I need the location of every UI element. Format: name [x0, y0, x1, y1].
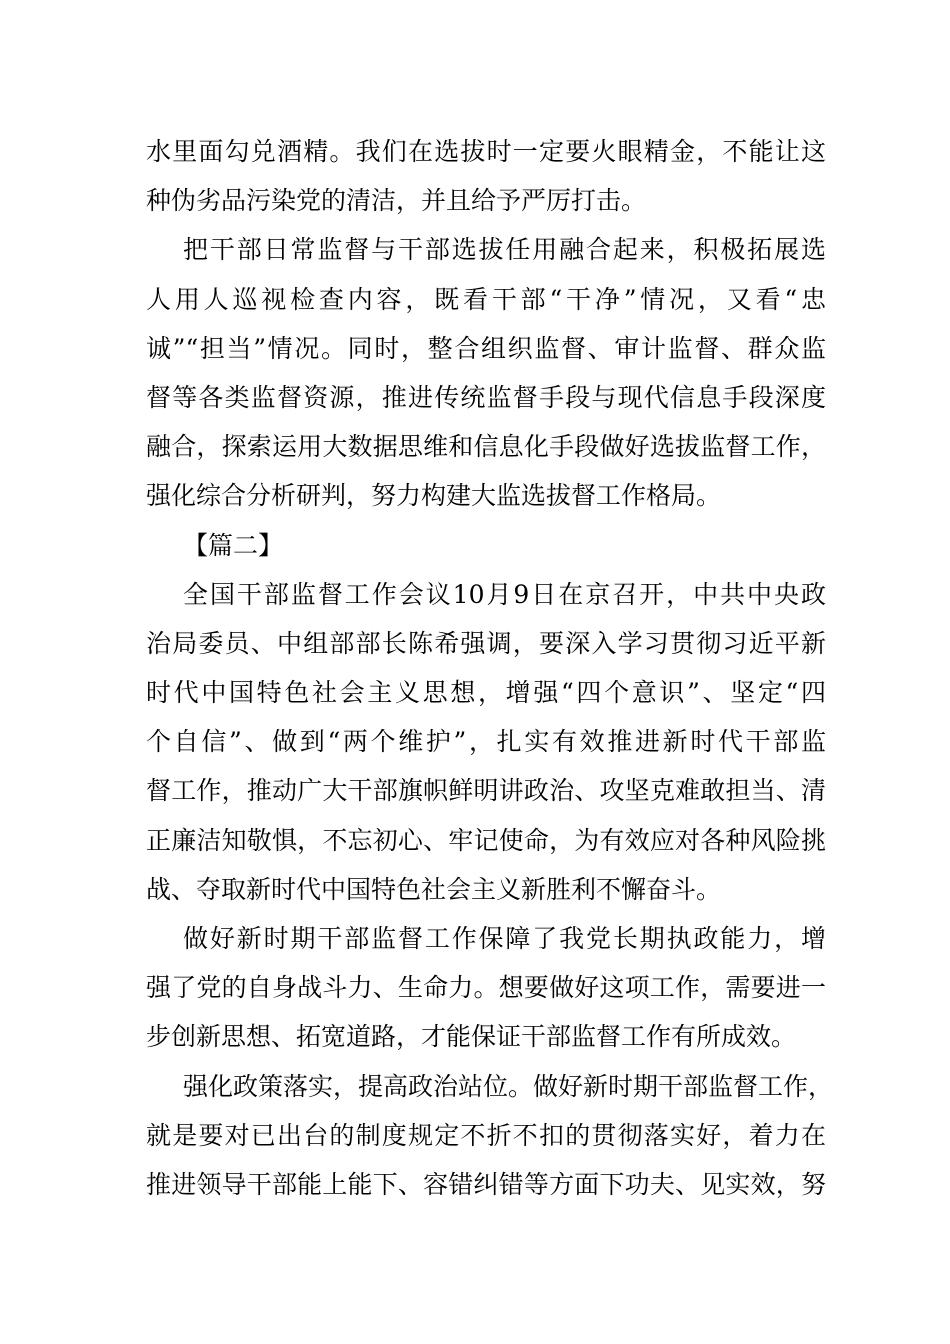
text-line: 时代中国特色社会主义思想，增强“四个意识”、坚定“四 [146, 678, 826, 708]
paragraph-start-line: 强化政策落实，提高政治站位。做好新时期干部监督工作， [183, 1071, 834, 1101]
text-line: 强了党的自身战斗力、生命力。想要做好这项工作，需要进一 [146, 973, 826, 1003]
paragraph-start-line: 把干部日常监督与干部选拔任用融合起来，积极拓展选 [183, 235, 826, 265]
text-line: 人用人巡视检查内容，既看干部“干净”情况，又看“忠 [146, 284, 826, 314]
text-line: 督工作，推动广大干部旗帜鲜明讲政治、攻坚克难敢担当、清 [146, 776, 826, 806]
text-line: 种伪劣品污染党的清洁，并且给予严厉打击。 [146, 186, 647, 216]
text-line: 就是要对已出台的制度规定不折不扣的贯彻落实好，着力在 [146, 1120, 826, 1150]
text-line: 督等各类监督资源，推进传统监督手段与现代信息手段深度 [146, 382, 826, 412]
text-line: 强化综合分析研判，努力构建大监选拔督工作格局。 [146, 481, 722, 511]
section-heading: 【篇二】 [183, 530, 284, 560]
text-line: 个自信”、做到“两个维护”，扎实有效推进新时代干部监 [146, 727, 826, 757]
paragraph-start-line: 全国干部监督工作会议10月9日在京召开，中共中央政 [183, 579, 826, 609]
text-line: 正廉洁知敬惧，不忘初心、牢记使命，为有效应对各种风险挑 [146, 825, 826, 855]
text-line: 步创新思想、拓宽道路，才能保证干部监督工作有所成效。 [146, 1022, 797, 1052]
text-line: 水里面勾兑酒精。我们在选拔时一定要火眼精金，不能让这 [146, 137, 826, 166]
text-line: 诚”“担当”情况。同时，整合组织监督、审计监督、群众监 [146, 333, 826, 363]
text-line: 战、夺取新时代中国特色社会主义新胜利不懈奋斗。 [146, 874, 722, 904]
paragraph-start-line: 做好新时期干部监督工作保障了我党长期执政能力，增 [183, 924, 826, 953]
document-body [146, 127, 834, 1209]
text-line: 治局委员、中组部部长陈希强调，要深入学习贯彻习近平新 [146, 628, 826, 658]
text-line: 融合，探索运用大数据思维和信息化手段做好选拔监督工作， [146, 432, 826, 462]
text-line: 推进领导干部能上能下、容错纠错等方面下功夫、见实效，努 [146, 1169, 826, 1199]
